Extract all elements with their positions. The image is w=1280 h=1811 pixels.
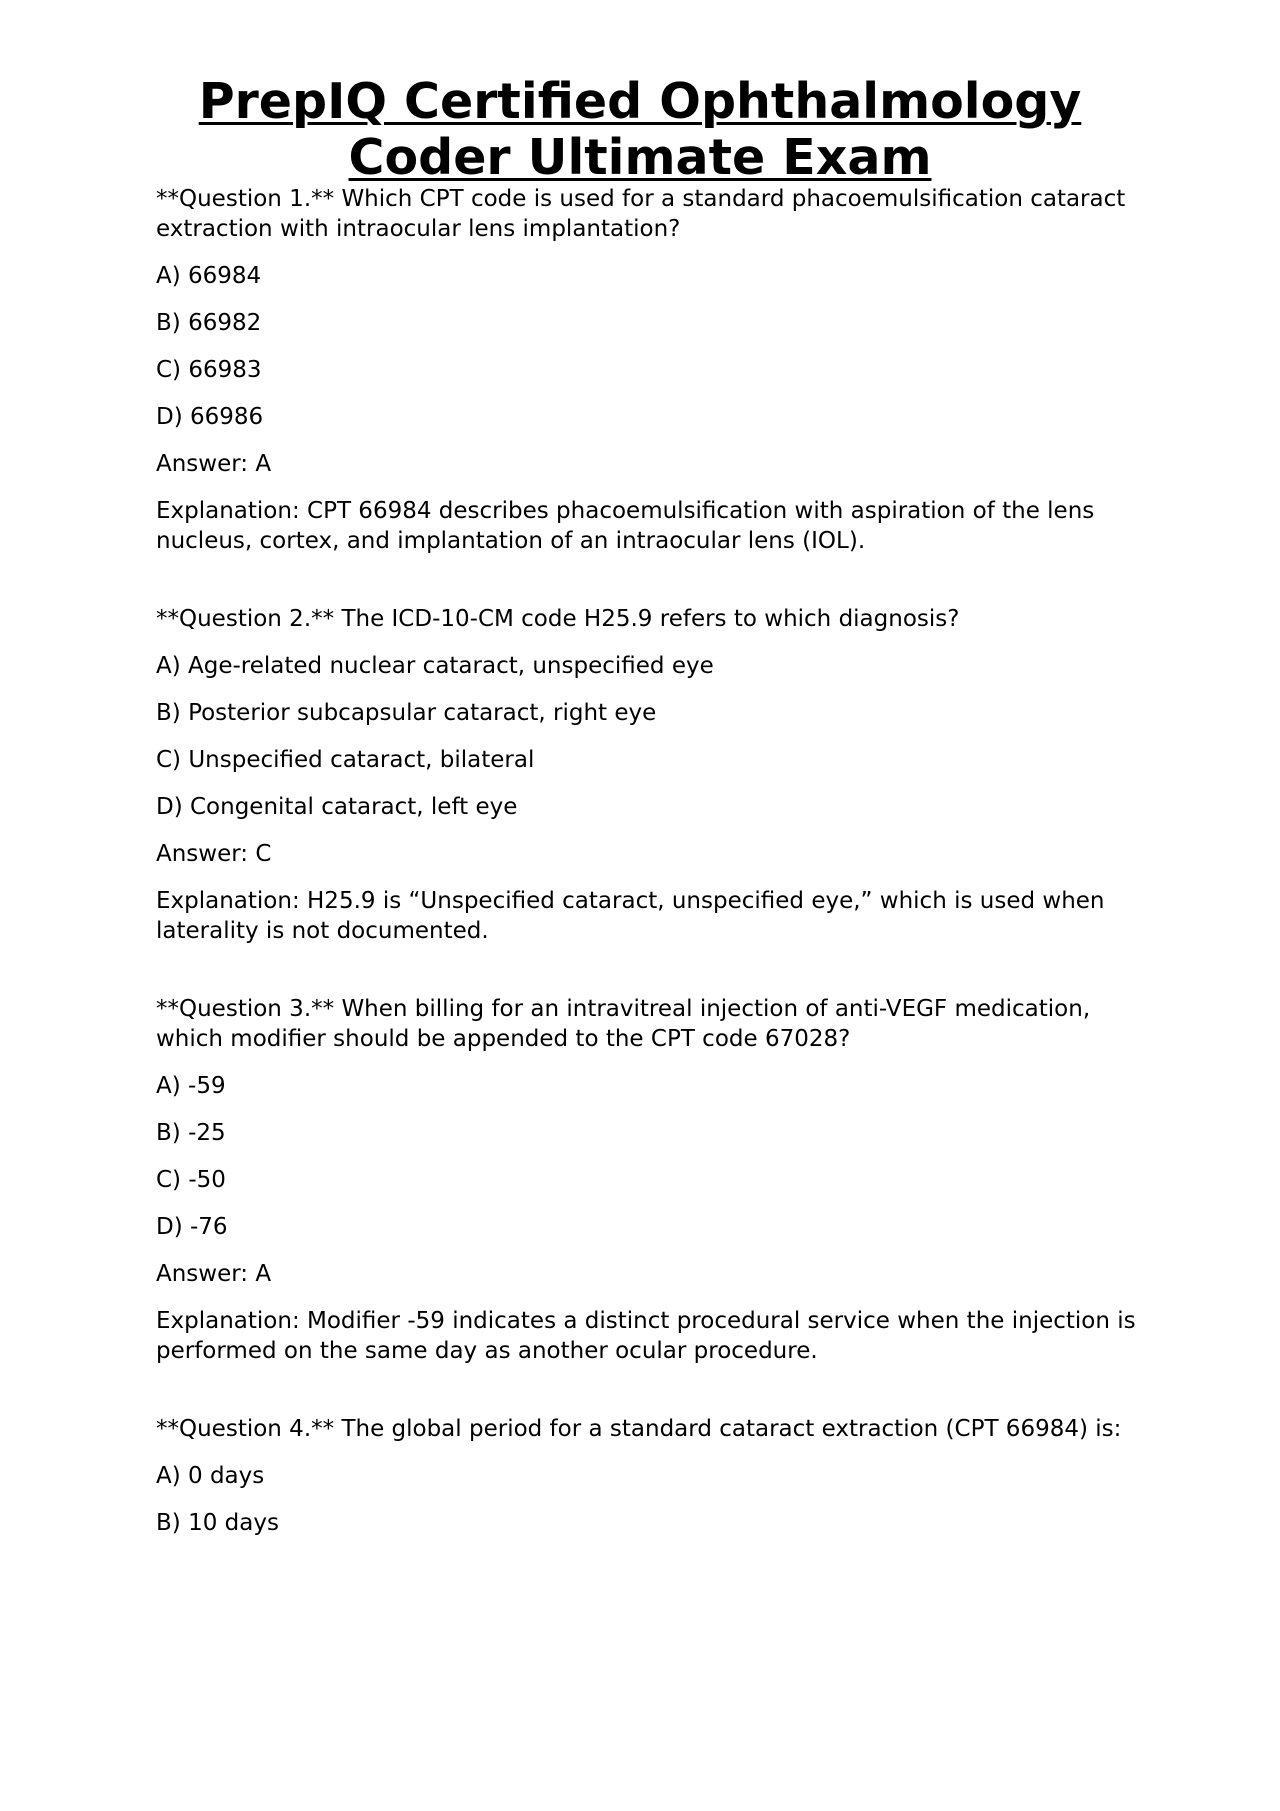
answer-option-a: A) Age-related nuclear cataract, unspecified eye xyxy=(156,653,714,679)
answer-option-b: B) 10 days xyxy=(156,1510,279,1536)
exam-content xyxy=(156,184,1136,1586)
answer-option-d: D) -76 xyxy=(156,1214,228,1240)
correct-answer: Answer: C xyxy=(156,841,272,867)
question-block-2 xyxy=(156,604,1136,946)
question-block-1 xyxy=(156,184,1136,556)
answer-explanation: Explanation: CPT 66984 describes phacoemulsification with aspiration of the lens nucleus, cortex, and implantation of an intraocular lens (IOL). xyxy=(156,498,1095,554)
question-block-4 xyxy=(156,1414,1136,1538)
answer-explanation: Explanation: Modifier -59 indicates a distinct procedural service when the injection is performed on the same day as another ocular procedure. xyxy=(156,1308,1136,1364)
answer-option-d: D) 66986 xyxy=(156,404,264,430)
answer-option-a: A) 0 days xyxy=(156,1463,265,1489)
question-text: **Question 1.** Which CPT code is used for a standard phacoemulsification cataract extraction with intraocular lens implantation? xyxy=(156,186,1126,242)
title-line-1: PrepIQ Certified Ophthalmology xyxy=(198,73,1082,130)
question-text: **Question 3.** When billing for an intravitreal injection of anti-VEGF medication, which modifier should be appended to the CPT code 67028? xyxy=(156,996,1091,1052)
answer-option-a: A) -59 xyxy=(156,1073,226,1099)
answer-explanation: Explanation: H25.9 is “Unspecified cataract, unspecified eye,” which is used when laterality is not documented. xyxy=(156,888,1105,944)
answer-option-b: B) Posterior subcapsular cataract, right eye xyxy=(156,700,657,726)
answer-option-c: C) 66983 xyxy=(156,357,262,383)
question-block-3 xyxy=(156,994,1136,1366)
answer-option-c: C) -50 xyxy=(156,1167,226,1193)
answer-option-b: B) -25 xyxy=(156,1120,226,1146)
question-text: **Question 2.** The ICD-10-CM code H25.9 refers to which diagnosis? xyxy=(156,606,960,632)
correct-answer: Answer: A xyxy=(156,451,272,477)
title-line-2: Coder Ultimate Exam xyxy=(348,129,932,186)
answer-option-c: C) Unspecified cataract, bilateral xyxy=(156,747,535,773)
question-text: **Question 4.** The global period for a standard cataract extraction (CPT 66984) is: xyxy=(156,1416,1122,1442)
correct-answer: Answer: A xyxy=(156,1261,272,1287)
page-title xyxy=(150,74,1130,186)
answer-option-b: B) 66982 xyxy=(156,310,262,336)
answer-option-a: A) 66984 xyxy=(156,263,262,289)
answer-option-d: D) Congenital cataract, left eye xyxy=(156,794,518,820)
